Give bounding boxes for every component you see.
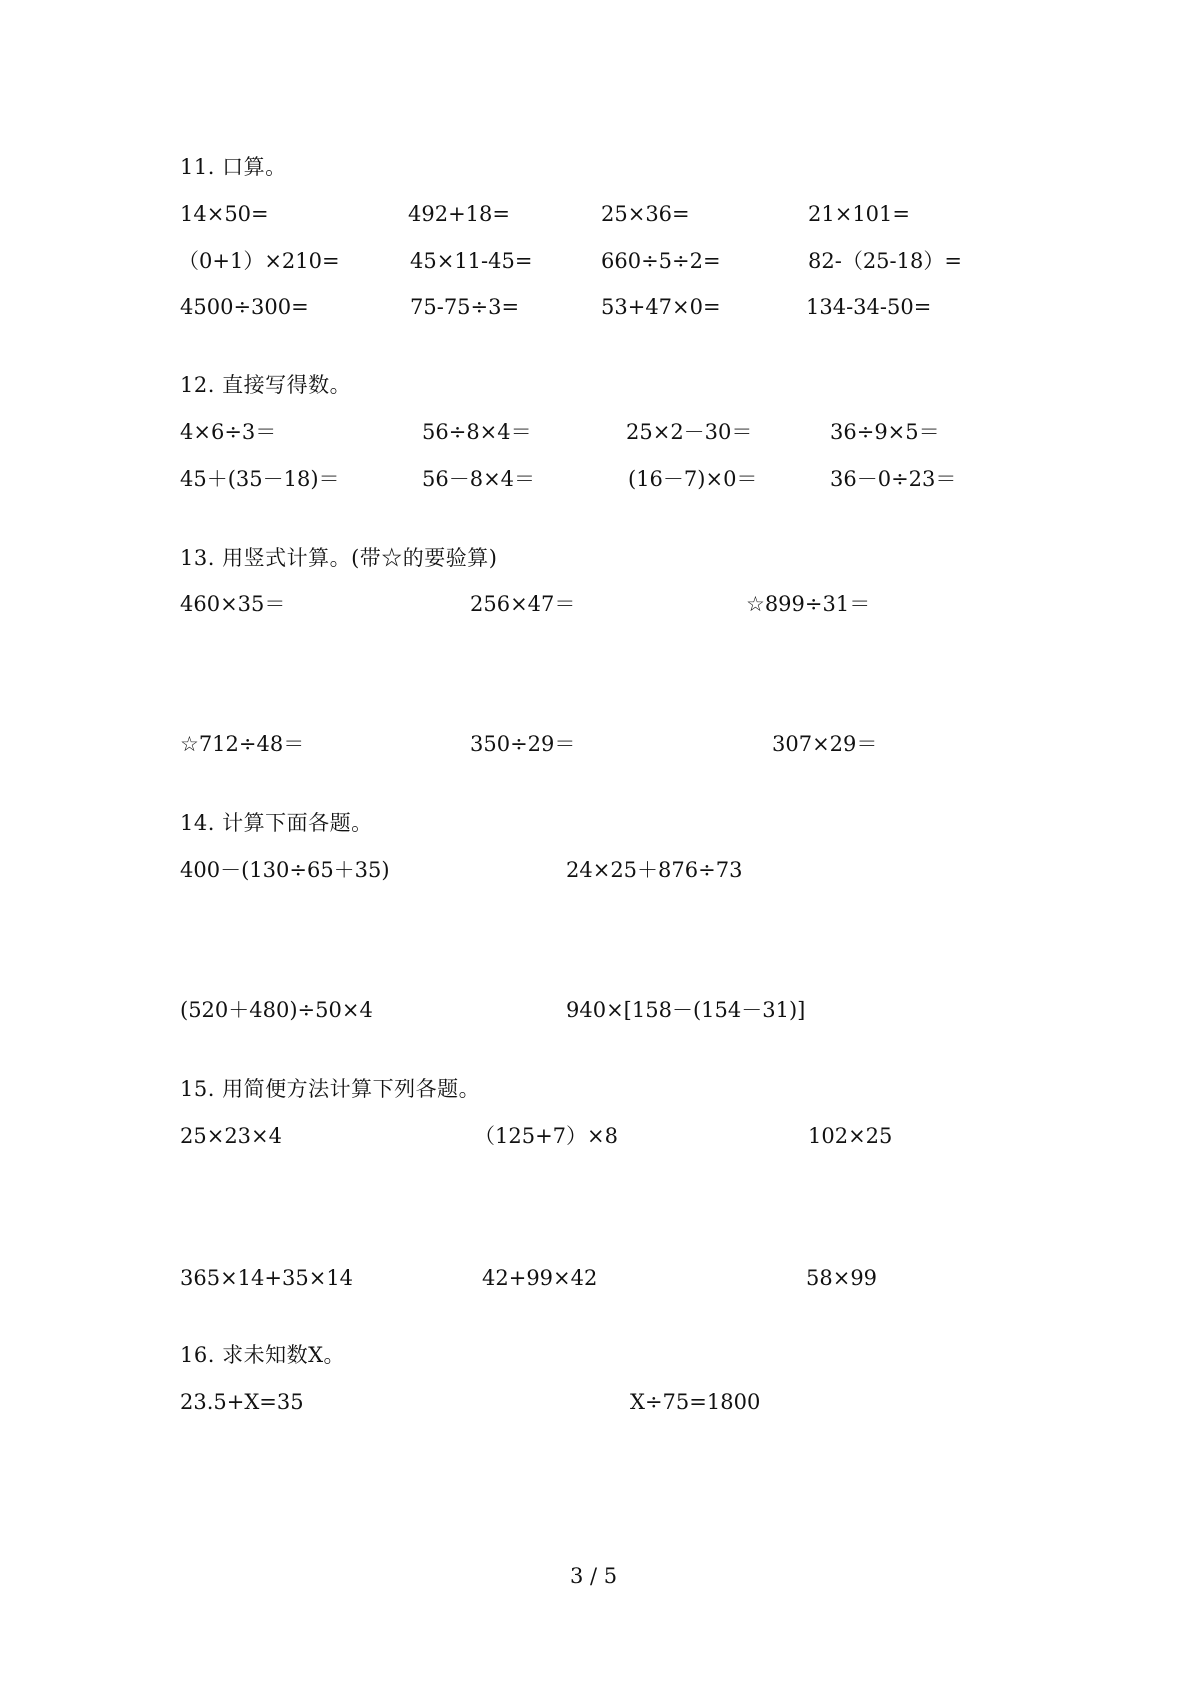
q16-r1-c1: 23.5+X=35 <box>180 1390 304 1414</box>
q12-r1-c3: 25×2－30＝ <box>626 420 753 444</box>
q11-r3-c3: 53+47×0= <box>601 295 721 319</box>
q14-r2-c1: (520＋480)÷50×4 <box>180 998 373 1022</box>
q11-r1-c1: 14×50= <box>180 202 269 226</box>
q12-r1-c1: 4×6÷3＝ <box>180 420 277 444</box>
q11-r1-c2: 492+18= <box>408 202 510 226</box>
q11-r2-c2: 45×11-45= <box>410 249 533 273</box>
q15-r1-c1: 25×23×4 <box>180 1124 282 1148</box>
q15-r2-c1: 365×14+35×14 <box>180 1266 354 1290</box>
q12-r2-c4: 36－0÷23＝ <box>830 467 957 491</box>
q13-r1-c3: ☆899÷31＝ <box>746 592 871 616</box>
q13-r2-c2: 350÷29＝ <box>470 732 576 756</box>
q11-r2-c1: （0+1）×210= <box>178 249 340 273</box>
q11-r3-c4: 134-34-50= <box>806 295 932 319</box>
q11-r2-c3: 660÷5÷2= <box>601 249 721 273</box>
q11-r3-c2: 75-75÷3= <box>410 295 520 319</box>
q16-title: 16. 求未知数X。 <box>180 1343 346 1367</box>
q11-r1-c3: 25×36= <box>601 202 690 226</box>
q15-r1-c2: （125+7）×8 <box>474 1124 618 1148</box>
q12-r2-c3: (16－7)×0＝ <box>628 467 758 491</box>
page-number: 3 / 5 <box>570 1564 618 1588</box>
q16-r1-c2: X÷75=1800 <box>630 1390 761 1414</box>
q13-r2-c3: 307×29＝ <box>772 732 878 756</box>
q15-r2-c3: 58×99 <box>806 1266 878 1290</box>
q11-title: 11. 口算。 <box>180 155 287 179</box>
q11-r1-c4: 21×101= <box>808 202 910 226</box>
q12-r2-c2: 56－8×4＝ <box>422 467 536 491</box>
q11-r2-c4: 82-（25-18）= <box>808 249 962 273</box>
q12-r1-c2: 56÷8×4＝ <box>422 420 532 444</box>
q13-title: 13. 用竖式计算。(带☆的要验算) <box>180 546 498 570</box>
q12-title: 12. 直接写得数。 <box>180 373 352 397</box>
q14-title: 14. 计算下面各题。 <box>180 811 373 835</box>
q12-r1-c4: 36÷9×5＝ <box>830 420 940 444</box>
q14-r1-c2: 24×25＋876÷73 <box>566 858 743 882</box>
q14-r2-c2: 940×[158－(154－31)] <box>566 998 806 1022</box>
q15-r1-c3: 102×25 <box>808 1124 893 1148</box>
q12-r2-c1: 45＋(35－18)＝ <box>180 467 340 491</box>
q13-r1-c1: 460×35＝ <box>180 592 286 616</box>
q11-r3-c1: 4500÷300= <box>180 295 309 319</box>
q15-r2-c2: 42+99×42 <box>482 1266 598 1290</box>
q13-r2-c1: ☆712÷48＝ <box>180 732 305 756</box>
q15-title: 15. 用简便方法计算下列各题。 <box>180 1077 481 1101</box>
q14-r1-c1: 400－(130÷65＋35) <box>180 858 390 882</box>
q13-r1-c2: 256×47＝ <box>470 592 576 616</box>
